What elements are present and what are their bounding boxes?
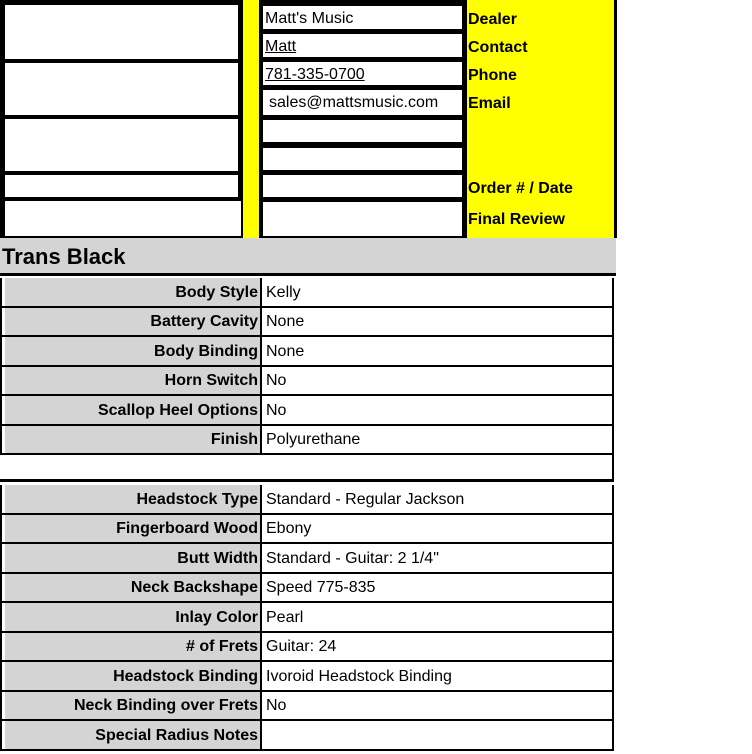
body-spec-value[interactable]: Polyurethane — [266, 431, 361, 449]
left-box-4[interactable] — [5, 175, 238, 197]
neck-spec-label-cell — [5, 544, 262, 572]
body-spec-label: Body Style — [175, 283, 258, 301]
phone-label: Phone — [468, 67, 517, 84]
blank-value-box-2[interactable] — [263, 148, 462, 170]
neck-spec-label: Fingerboard Wood — [116, 520, 258, 538]
blank-value-box-1[interactable] — [263, 120, 462, 142]
neck-spec-row — [0, 515, 614, 545]
body-spec-row — [0, 337, 614, 367]
body-spec-value[interactable]: None — [266, 342, 305, 360]
body-spec-label: Scallop Heel Options — [97, 401, 258, 419]
neck-spec-label-cell — [5, 633, 262, 661]
neck-spec-row — [0, 544, 614, 574]
contact-value-box[interactable] — [263, 34, 462, 57]
dealer-value-box[interactable] — [263, 6, 462, 29]
neck-spec-value[interactable]: No — [266, 697, 287, 715]
neck-spec-label-cell — [5, 692, 262, 720]
body-spec-label-cell — [5, 308, 262, 336]
neck-spec-row — [0, 574, 614, 604]
neck-spec-label: Neck Binding over Frets — [73, 697, 258, 715]
dealer-value: Matt's Music — [265, 10, 354, 27]
phone-value-box[interactable] — [263, 62, 462, 85]
left-box-1[interactable] — [5, 5, 238, 59]
phone-value: 781-335-0700 — [265, 66, 365, 83]
email-label: Email — [468, 95, 511, 112]
email-value-box[interactable] — [263, 90, 462, 115]
body-spec-label: Body Binding — [154, 342, 258, 360]
body-spec-row — [0, 278, 614, 308]
neck-spec-label: Headstock Binding — [113, 667, 258, 685]
neck-spec-label: Special Radius Notes — [95, 726, 258, 744]
neck-spec-value[interactable]: Standard - Guitar: 2 1/4" — [266, 549, 439, 567]
body-spec-row — [0, 426, 614, 456]
body-spec-row — [0, 308, 614, 338]
body-spec-label-cell — [5, 426, 262, 454]
neck-spec-value[interactable]: Ebony — [266, 520, 312, 538]
neck-spec-label-cell — [5, 485, 262, 513]
body-spec-label-cell — [5, 337, 262, 365]
body-spec-label-cell — [5, 396, 262, 424]
final-review-value-box[interactable] — [263, 202, 462, 236]
neck-spec-value[interactable]: Guitar: 24 — [266, 638, 337, 656]
section-title: Trans Black — [2, 244, 126, 269]
body-spec-label: Finish — [210, 431, 258, 449]
neck-spec-row — [0, 633, 614, 663]
neck-spec-row — [0, 485, 614, 515]
neck-spec-value[interactable]: Speed 775-835 — [266, 579, 376, 597]
body-spec-value[interactable]: No — [266, 372, 287, 390]
body-spec-value[interactable]: Kelly — [266, 283, 301, 301]
left-box-5[interactable] — [5, 201, 241, 236]
neck-spec-label-cell — [5, 603, 262, 631]
neck-spec-label: Neck Backshape — [130, 579, 258, 597]
neck-spec-label-cell — [5, 574, 262, 602]
neck-spec-label-cell — [5, 662, 262, 690]
neck-spec-row — [0, 692, 614, 722]
order-value-box[interactable] — [263, 175, 462, 197]
header-right-border — [614, 0, 617, 238]
neck-spec-value[interactable]: Ivoroid Headstock Binding — [266, 667, 452, 685]
body-spec-row — [0, 367, 614, 397]
neck-spec-row — [0, 603, 614, 633]
neck-spec-label: Butt Width — [177, 549, 258, 567]
body-spec-label-cell — [5, 367, 262, 395]
body-table — [0, 278, 616, 454]
body-spec-label: Horn Switch — [164, 372, 258, 390]
spacer-row — [0, 455, 614, 482]
neck-spec-label-cell — [5, 515, 262, 543]
neck-spec-label-cell — [5, 721, 262, 749]
neck-spec-label: Headstock Type — [136, 490, 258, 508]
body-spec-label-cell — [5, 278, 262, 306]
neck-spec-label: Inlay Color — [175, 608, 258, 626]
contact-value: Matt — [265, 38, 297, 55]
neck-spec-value[interactable]: Standard - Regular Jackson — [266, 490, 465, 508]
contact-label: Contact — [468, 39, 528, 56]
dealer-label: Dealer — [468, 11, 517, 28]
order-date-label: Order # / Date — [468, 180, 573, 197]
section-title-bar — [0, 238, 616, 276]
left-box-2[interactable] — [5, 63, 238, 115]
neck-spec-row — [0, 721, 614, 751]
neck-table — [0, 485, 616, 754]
neck-spec-label: # of Frets — [185, 638, 258, 656]
body-spec-value[interactable]: None — [266, 313, 305, 331]
final-review-label: Final Review — [468, 211, 565, 228]
body-spec-value[interactable]: No — [266, 401, 287, 419]
neck-spec-row — [0, 662, 614, 692]
body-spec-row — [0, 396, 614, 426]
email-value: sales@mattsmusic.com — [269, 94, 439, 111]
body-spec-label: Battery Cavity — [150, 313, 258, 331]
neck-spec-value[interactable]: Pearl — [266, 608, 304, 626]
left-box-3[interactable] — [5, 119, 238, 171]
